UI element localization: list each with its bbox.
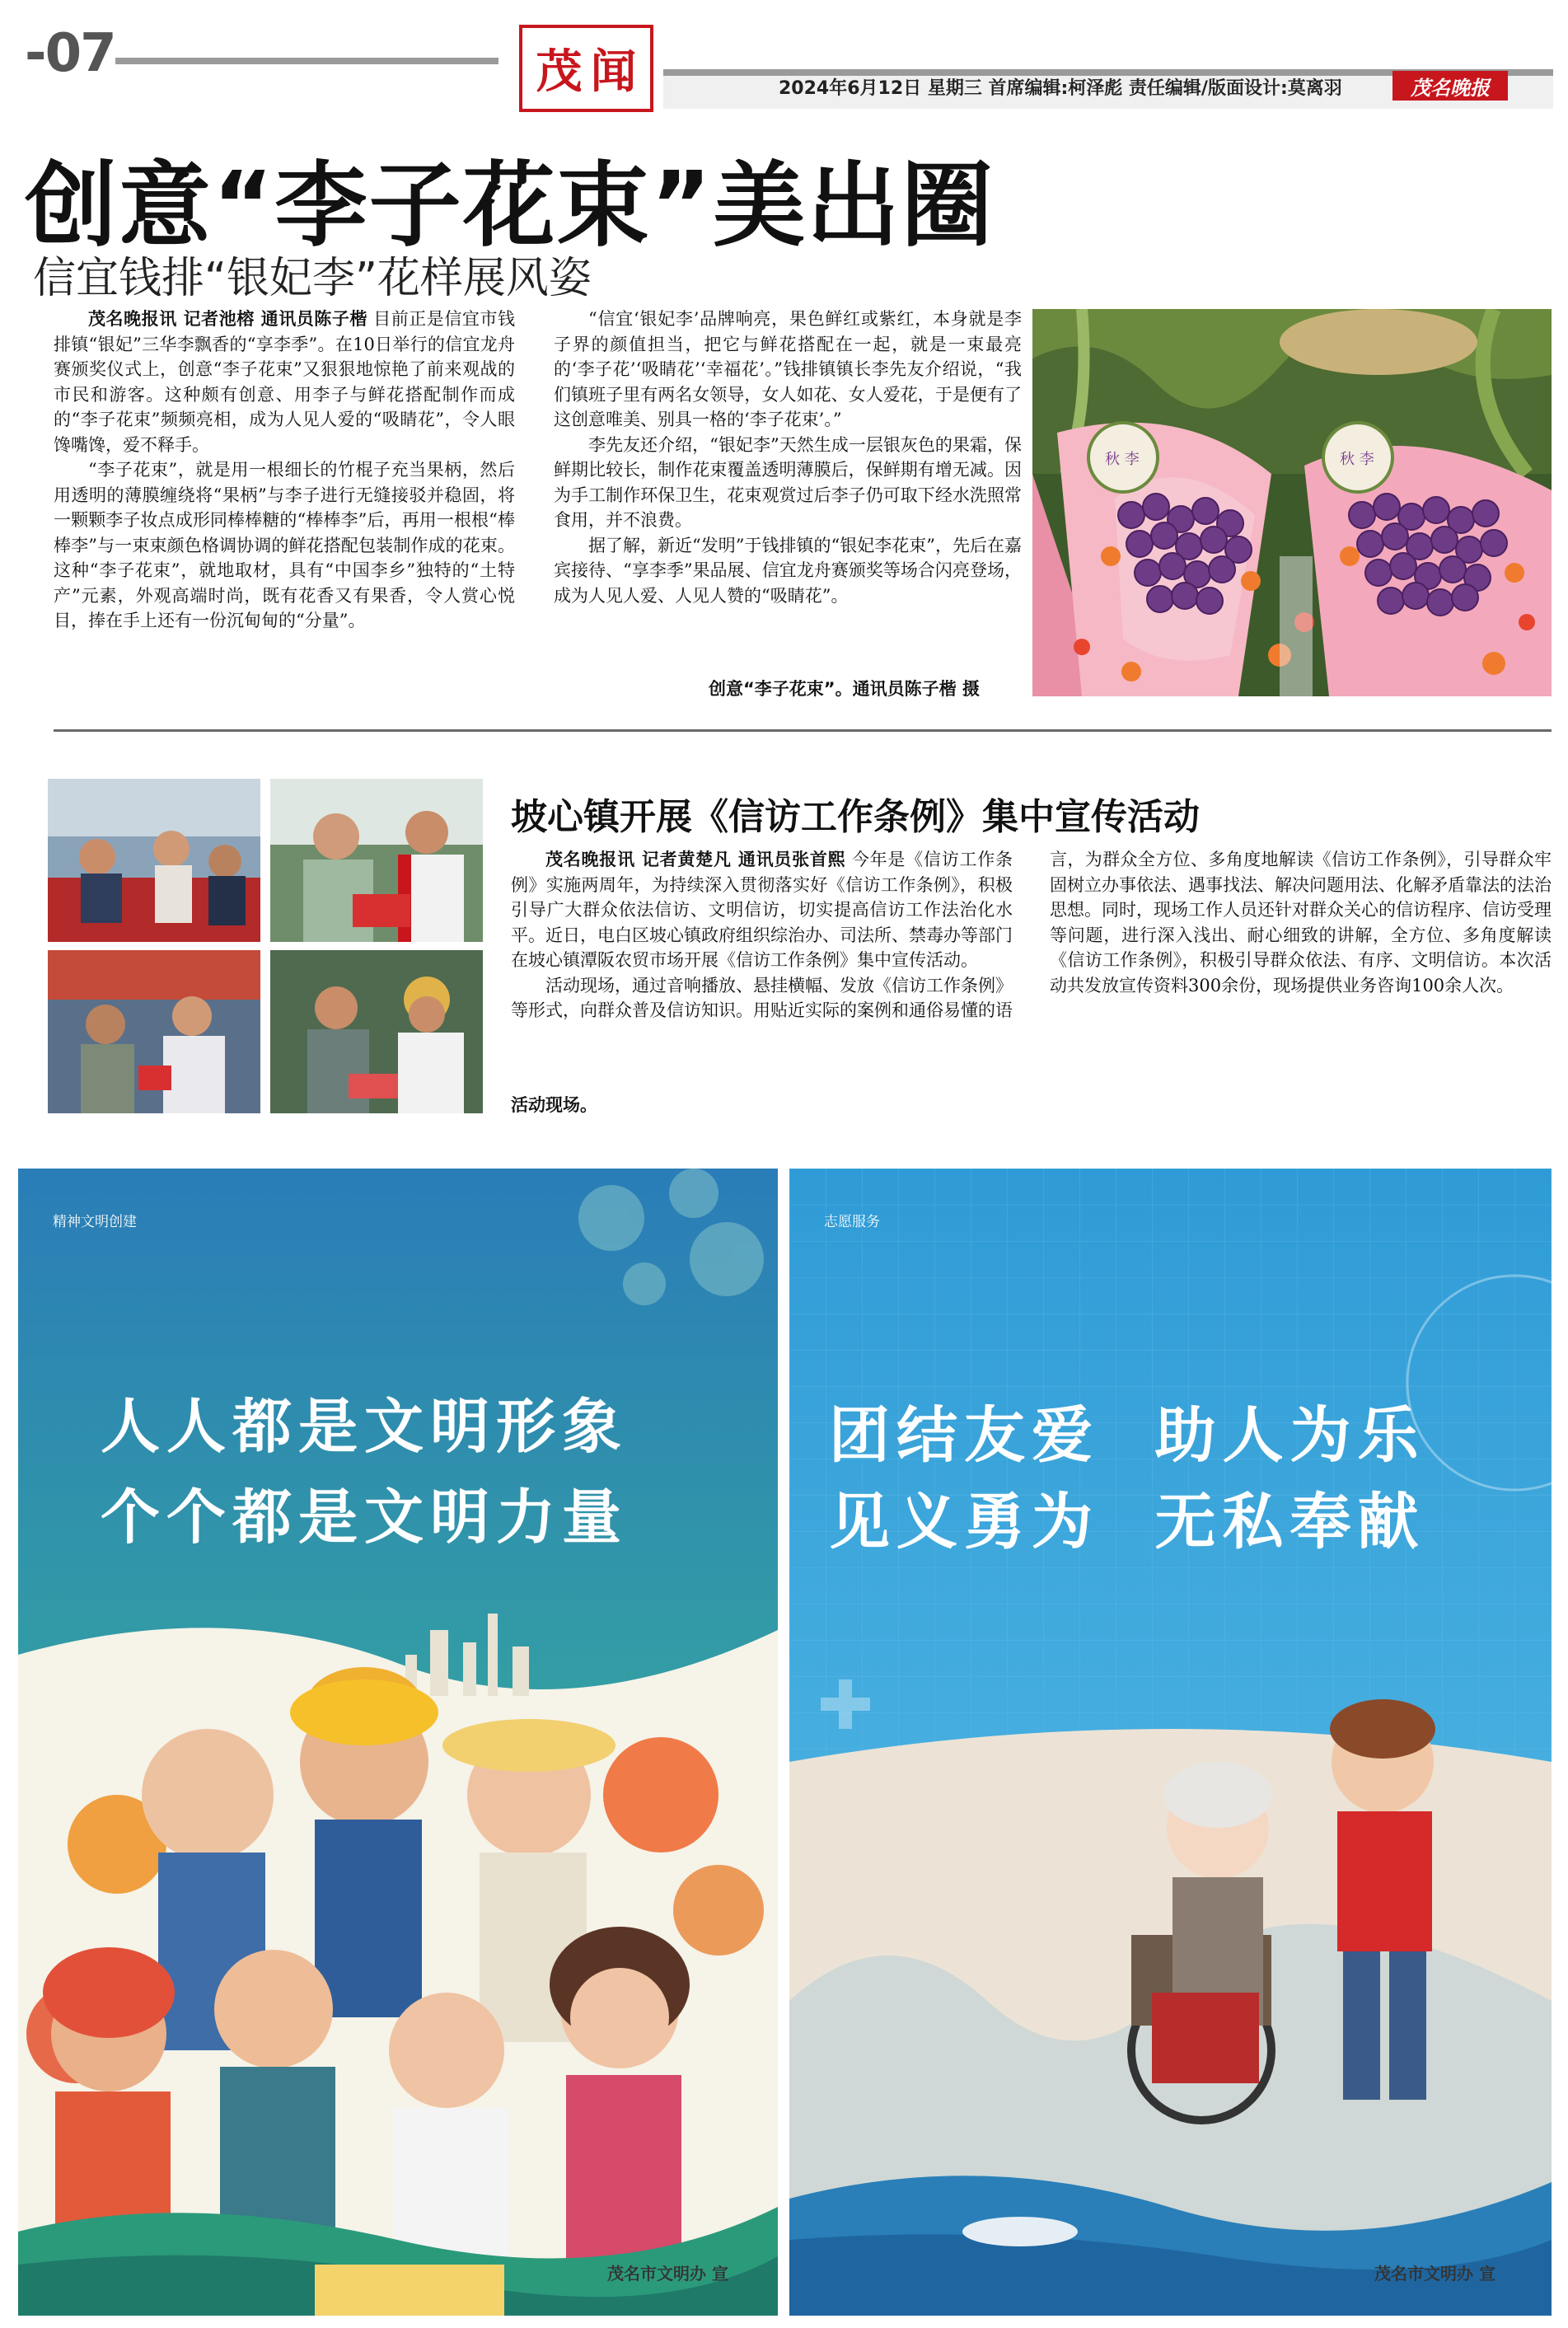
article1-byline: 茂名晚报讯 记者池榕 通讯员陈子楷 bbox=[88, 309, 367, 329]
column-name-box bbox=[519, 25, 653, 112]
article1-photo-caption: 创意“李子花束”。通讯员陈子楷 摄 bbox=[709, 679, 980, 699]
poster-right-line1: 团结友爱 助人为乐 bbox=[829, 1400, 1425, 1471]
poster-right-credit: 茂名市文明办 宣 bbox=[1374, 2264, 1495, 2284]
poster-volunteer bbox=[789, 1169, 1552, 2316]
activity-photo-4 bbox=[270, 950, 483, 1113]
photo-card-text-right: 秋 李 bbox=[1340, 451, 1374, 468]
poster-civilization bbox=[18, 1169, 778, 2316]
photo-card-text-left: 秋 李 bbox=[1105, 451, 1140, 468]
section-divider bbox=[54, 729, 1552, 732]
newspaper-logo: 茂名晚报 bbox=[1392, 71, 1508, 101]
article2-photo-caption: 活动现场。 bbox=[511, 1095, 597, 1115]
poster-right-tag: 志愿服务 bbox=[824, 1214, 880, 1230]
poster-left-line1: 人人都是文明形象 bbox=[101, 1391, 629, 1461]
article1-p2: “李子花束”，就是用一根细长的竹棍子充当果柄，然后用透明的薄膜缠绕将“果柄”与李子进行无缝接驳并稳固，将一颗颗李子妆点成形同棒棒糖的“棒棒李”后，再用一根根“棒棒李”与一束束颜色格调协调的鲜花搭配包装制作成的花束。这种“李子花束”，就地取材，具有“中国李乡”独特的“土特产”元素，外观高端时尚，既有花香又有果香，令人赏心悦目，捧在手上还有一份沉甸甸的“分量”。 bbox=[54, 460, 515, 630]
article2-p2: 活动现场，通过音响播放、悬挂横幅、发放《信访工作条例》等形式，向群众普及信访知识。用贴近实际的案例和通俗易懂的语言，为群众全方位、多角度地解读《信访工作条例》，引导群众牢固树立办事依法、遇事找法、解决问题用法、化解矛盾靠法的法治思想。同时，现场工作人员还针对群众关心的信访程序、信访受理等问题，进行深入浅出、耐心细致的讲解，全方位、多角度解读《信访工作条例》，积极引导群众依法、有序、文明信访。本次活动共发放宣传资料300余份，现场提供业务咨询100余人次。 bbox=[511, 850, 1552, 1020]
poster-right-line2: 见义勇为 无私奉献 bbox=[829, 1487, 1425, 1557]
column-char-2: 闻 bbox=[590, 44, 637, 99]
article2-byline: 茂名晚报讯 记者黄楚凡 通讯员张首熙 bbox=[545, 850, 846, 869]
activity-photo-1 bbox=[48, 779, 260, 942]
poster-left-line2: 个个都是文明力量 bbox=[101, 1482, 629, 1552]
article1-headline: 创意“李子花束”美出圈 bbox=[25, 152, 995, 260]
article1-p5: 据了解，新近“发明”于钱排镇的“银妃李花束”，先后在嘉宾接待、“享李季”果品展、信宜龙舟赛颁奖等场合闪亮登场，成为人见人爱、人见人赞的“吸睛花”。 bbox=[554, 535, 1022, 606]
article2-p1: 今年是《信访工作条例》实施两周年，为持续深入贯彻落实好《信访工作条例》，积极引导广大群众依法信访、文明信访，切实提高信访工作法治化水平。近日，电白区坡心镇政府组织综治办、司法所、禁毒办等部门在坡心镇潭阪农贸市场开展《信访工作条例》集中宣传活动。 bbox=[511, 850, 1013, 970]
edition-info: 2024年6月12日 星期三 首席编辑:柯泽彪 责任编辑/版面设计:莫离羽 bbox=[779, 78, 1342, 99]
article1-col1 bbox=[54, 307, 515, 634]
article2-body bbox=[511, 847, 1552, 1053]
page-number: -07 bbox=[25, 23, 115, 84]
article2-headline: 坡心镇开展《信访工作条例》集中宣传活动 bbox=[511, 796, 1200, 838]
article1-col2 bbox=[554, 307, 1022, 608]
column-char-1: 茂 bbox=[536, 44, 583, 99]
activity-photo-2 bbox=[270, 779, 483, 942]
article1-p1: 目前正是信宜市钱排镇“银妃”三华李飘香的“享李季”。在10日举行的信宜龙舟赛颁奖仪式上，创意“李子花束”又狠狠地惊艳了前来观战的市民和游客。这种颇有创意、用李子与鲜花搭配制作而成的“李子花束”频频亮相，成为人见人爱的“吸睛花”，令人眼馋嘴馋，爱不释手。 bbox=[54, 309, 515, 455]
article1-p4: 李先友还介绍，“银妃李”天然生成一层银灰色的果霜，保鲜期比较长，制作花束覆盖透明薄膜后，保鲜期有增无减。因为手工制作环保卫生，花束观赏过后李子仍可取下经水洗照常食用，并不浪费。 bbox=[554, 434, 1022, 530]
poster-left-tag: 精神文明创建 bbox=[53, 1214, 137, 1230]
header-rule bbox=[115, 58, 498, 64]
activity-photo-3 bbox=[48, 950, 260, 1113]
plum-bouquet-photo bbox=[1032, 309, 1552, 696]
poster-left-credit: 茂名市文明办 宣 bbox=[607, 2264, 728, 2284]
article1-subhead: 信宜钱排“银妃李”花样展风姿 bbox=[33, 254, 592, 303]
article1-p3: “信宜‘银妃李’品牌响亮，果色鲜红或紫红，本身就是李子界的颜值担当，把它与鲜花搭配在一起，就是一束最亮的‘李子花’‘吸睛花’‘幸福花’。”钱排镇镇长李先友介绍说，“我们镇班子里有两名女领导，女人如花、女人爱花，于是便有了这创意唯美、别具一格的‘李子花束’。” bbox=[554, 309, 1022, 429]
